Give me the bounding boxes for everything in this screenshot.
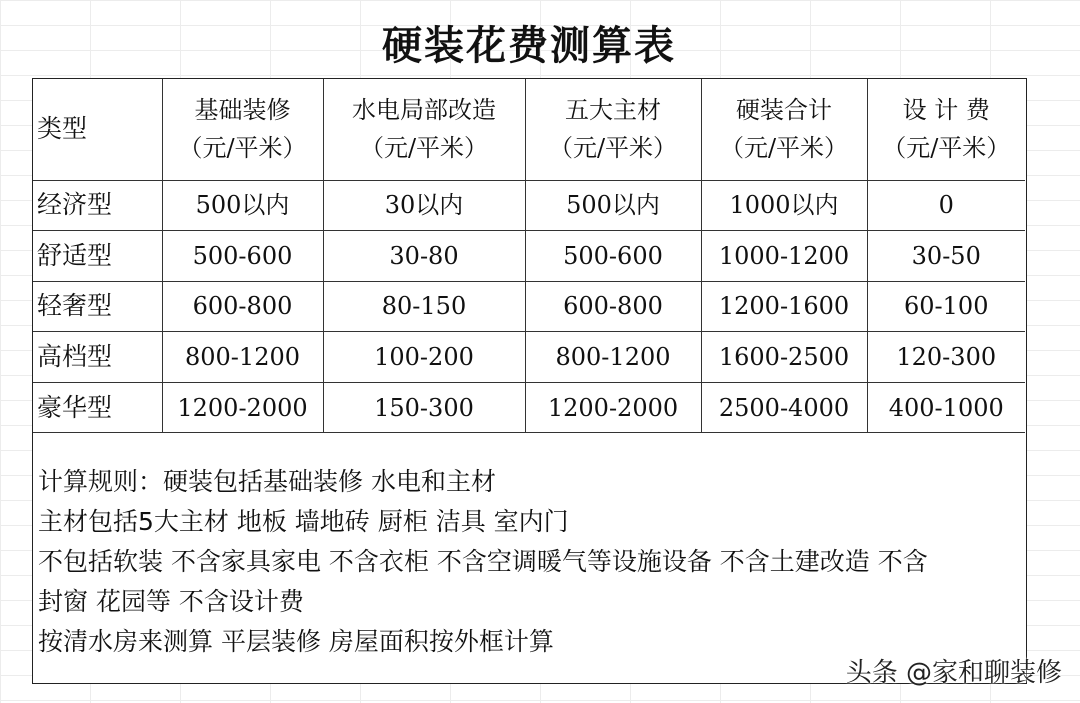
cell-materials: 500以内 [525, 180, 701, 231]
cell-total: 1200-1600 [701, 281, 867, 332]
table-row [33, 332, 1025, 383]
cost-table [33, 79, 1025, 433]
cell-design: 60-100 [867, 281, 1025, 332]
rule-line: 计算规则：硬装包括基础装修 水电和主材 [38, 467, 496, 496]
table-row [33, 180, 1025, 231]
cell-basic: 1200-2000 [162, 382, 323, 433]
cell-design: 400-1000 [867, 382, 1025, 433]
header-total: 硬装合计 （元/平米） [701, 79, 867, 180]
rule-line: 不包括软装 不含家具家电 不含衣柜 不含空调暖气等设施设备 不含土建改造 不含 [38, 547, 928, 576]
cell-total: 2500-4000 [701, 382, 867, 433]
header-materials: 五大主材 （元/平米） [525, 79, 701, 180]
cell-basic: 800-1200 [162, 332, 323, 383]
cell-basic: 600-800 [162, 281, 323, 332]
source-watermark: 头条 @家和聊装修 [845, 658, 1062, 688]
header-type: 类型 [33, 79, 162, 180]
cell-materials: 500-600 [525, 231, 701, 282]
table-row [33, 382, 1025, 433]
row-type: 舒适型 [33, 231, 162, 282]
cell-total: 1600-2500 [701, 332, 867, 383]
rule-line: 按清水房来测算 平层装修 房屋面积按外框计算 [38, 627, 554, 656]
cell-basic: 500-600 [162, 231, 323, 282]
cell-materials: 800-1200 [525, 332, 701, 383]
cell-plumbing: 150-300 [323, 382, 525, 433]
row-type: 高档型 [33, 332, 162, 383]
header-design: 设 计 费 （元/平米） [867, 79, 1025, 180]
cell-design: 0 [867, 180, 1025, 231]
row-type: 经济型 [33, 180, 162, 231]
header-plumbing: 水电局部改造 （元/平米） [323, 79, 525, 180]
cell-materials: 1200-2000 [525, 382, 701, 433]
cell-basic: 500以内 [162, 180, 323, 231]
table-row [33, 231, 1025, 282]
rule-line: 封窗 花园等 不含设计费 [38, 587, 304, 616]
cell-plumbing: 80-150 [323, 281, 525, 332]
cell-total: 1000以内 [701, 180, 867, 231]
cell-plumbing: 30-80 [323, 231, 525, 282]
cell-plumbing: 100-200 [323, 332, 525, 383]
page-title: 硬装花费测算表 [382, 23, 676, 69]
cell-design: 30-50 [867, 231, 1025, 282]
cost-table-frame [32, 78, 1027, 684]
table-header-row [33, 79, 1025, 180]
cell-plumbing: 30以内 [323, 180, 525, 231]
row-type: 豪华型 [33, 382, 162, 433]
rule-line: 主材包括5大主材 地板 墙地砖 厨柜 洁具 室内门 [38, 507, 569, 536]
row-type: 轻奢型 [33, 281, 162, 332]
cell-design: 120-300 [867, 332, 1025, 383]
calculation-rules [38, 462, 1023, 662]
table-row [33, 281, 1025, 332]
cell-materials: 600-800 [525, 281, 701, 332]
cell-total: 1000-1200 [701, 231, 867, 282]
header-basic: 基础装修 （元/平米） [162, 79, 323, 180]
